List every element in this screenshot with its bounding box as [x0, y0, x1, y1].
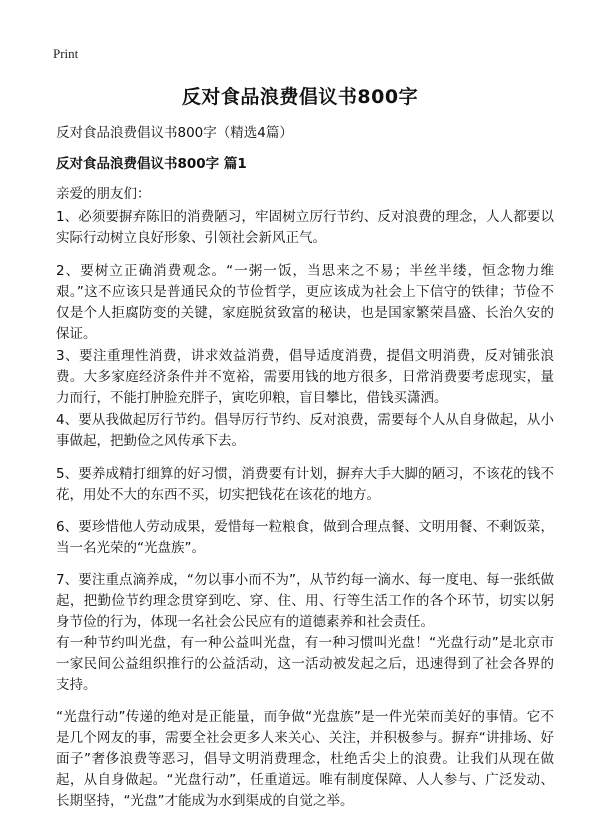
paragraph-8: 有一种节约叫光盘，有一种公益叫光盘，有一种习惯叫光盘！“光盘行动”是北京市一家民间公益组织推行的公益活动，这一活动被发起之后，迅速得到了社会各界的支持。 — [56, 635, 554, 693]
print-link[interactable]: Print — [53, 46, 79, 61]
paragraph-4: 4、要从我做起厉行节约。倡导厉行节约、反对浪费，需要每个人从自身做起，从小事做起，把勤俭之风传承下去。 — [56, 412, 554, 449]
paragraph-1: 1、必须要摒弃陈旧的消费陋习，牢固树立厉行节约、反对浪费的理念，人人都要以实际行动树立良好形象、引领社会新风正气。 — [56, 209, 554, 246]
greeting: 亲爱的朋友们： — [56, 186, 151, 202]
paragraph-6: 6、要珍惜他人劳动成果，爱惜每一粒粮食，做到合理点餐、文明用餐、不剩饭菜，当一名光荣的“光盘族”。 — [56, 519, 554, 556]
subtitle: 反对食品浪费倡议书800字（精选4篇） — [56, 125, 293, 141]
paragraph-5: 5、要养成精打细算的好习惯，消费要有计划，摒弃大手大脚的陋习，不该花的钱不花，用处不大的东西不买，切实把钱花在该花的地方。 — [56, 466, 554, 503]
paragraph-2: 2、要树立正确消费观念。“一粥一饭，当思来之不易；半丝半缕，恒念物力维艰。”这不应该只是普通民众的节俭哲学，更应该成为社会上下信守的铁律；节俭不仅是个人拒腐防变的关键，家庭脱贫致富的秘诀，也是国家繁荣昌盛、长治久安的保证。 — [56, 263, 554, 342]
page-title: 反对食品浪费倡议书800字 — [181, 86, 419, 108]
paragraph-7: 7、要注重点滴养成，“勿以事小而不为”，从节约每一滴水、每一度电、每一张纸做起，把勤俭节约理念贯穿到吃、穿、住、用、行等生活工作的各个环节，切实以躬身节俭的行为，体现一名社会公民应有的道德素养和社会责任。 — [56, 572, 554, 630]
paragraph-3: 3、要注重理性消费，讲求效益消费，倡导适度消费，提倡文明消费，反对铺张浪费。大多家庭经济条件并不宽裕，需要用钱的地方很多，日常消费要考虑现实，量力而行，不能打肿脸充胖子，寅吃卯粮，盲目攀比，借钱买潇洒。 — [56, 348, 554, 406]
section-heading: 反对食品浪费倡议书800字 篇1 — [56, 156, 247, 172]
paragraph-9: “光盘行动”传递的绝对是正能量，而争做“光盘族”是一件光荣而美好的事情。它不是几个网友的事，需要全社会更多人来关心、关注，并积极参与。摒弃“讲排场、好面子”奢侈浪费等恶习，倡导文明消费理念，杜绝舌尖上的浪费。让我们从现在做起，从自身做起。“光盘行动”，任重道远。唯有制度保障、人人参与、广泛发动、长期坚持，“光盘”才能成为水到渠成的自觉之举。 — [56, 709, 554, 809]
